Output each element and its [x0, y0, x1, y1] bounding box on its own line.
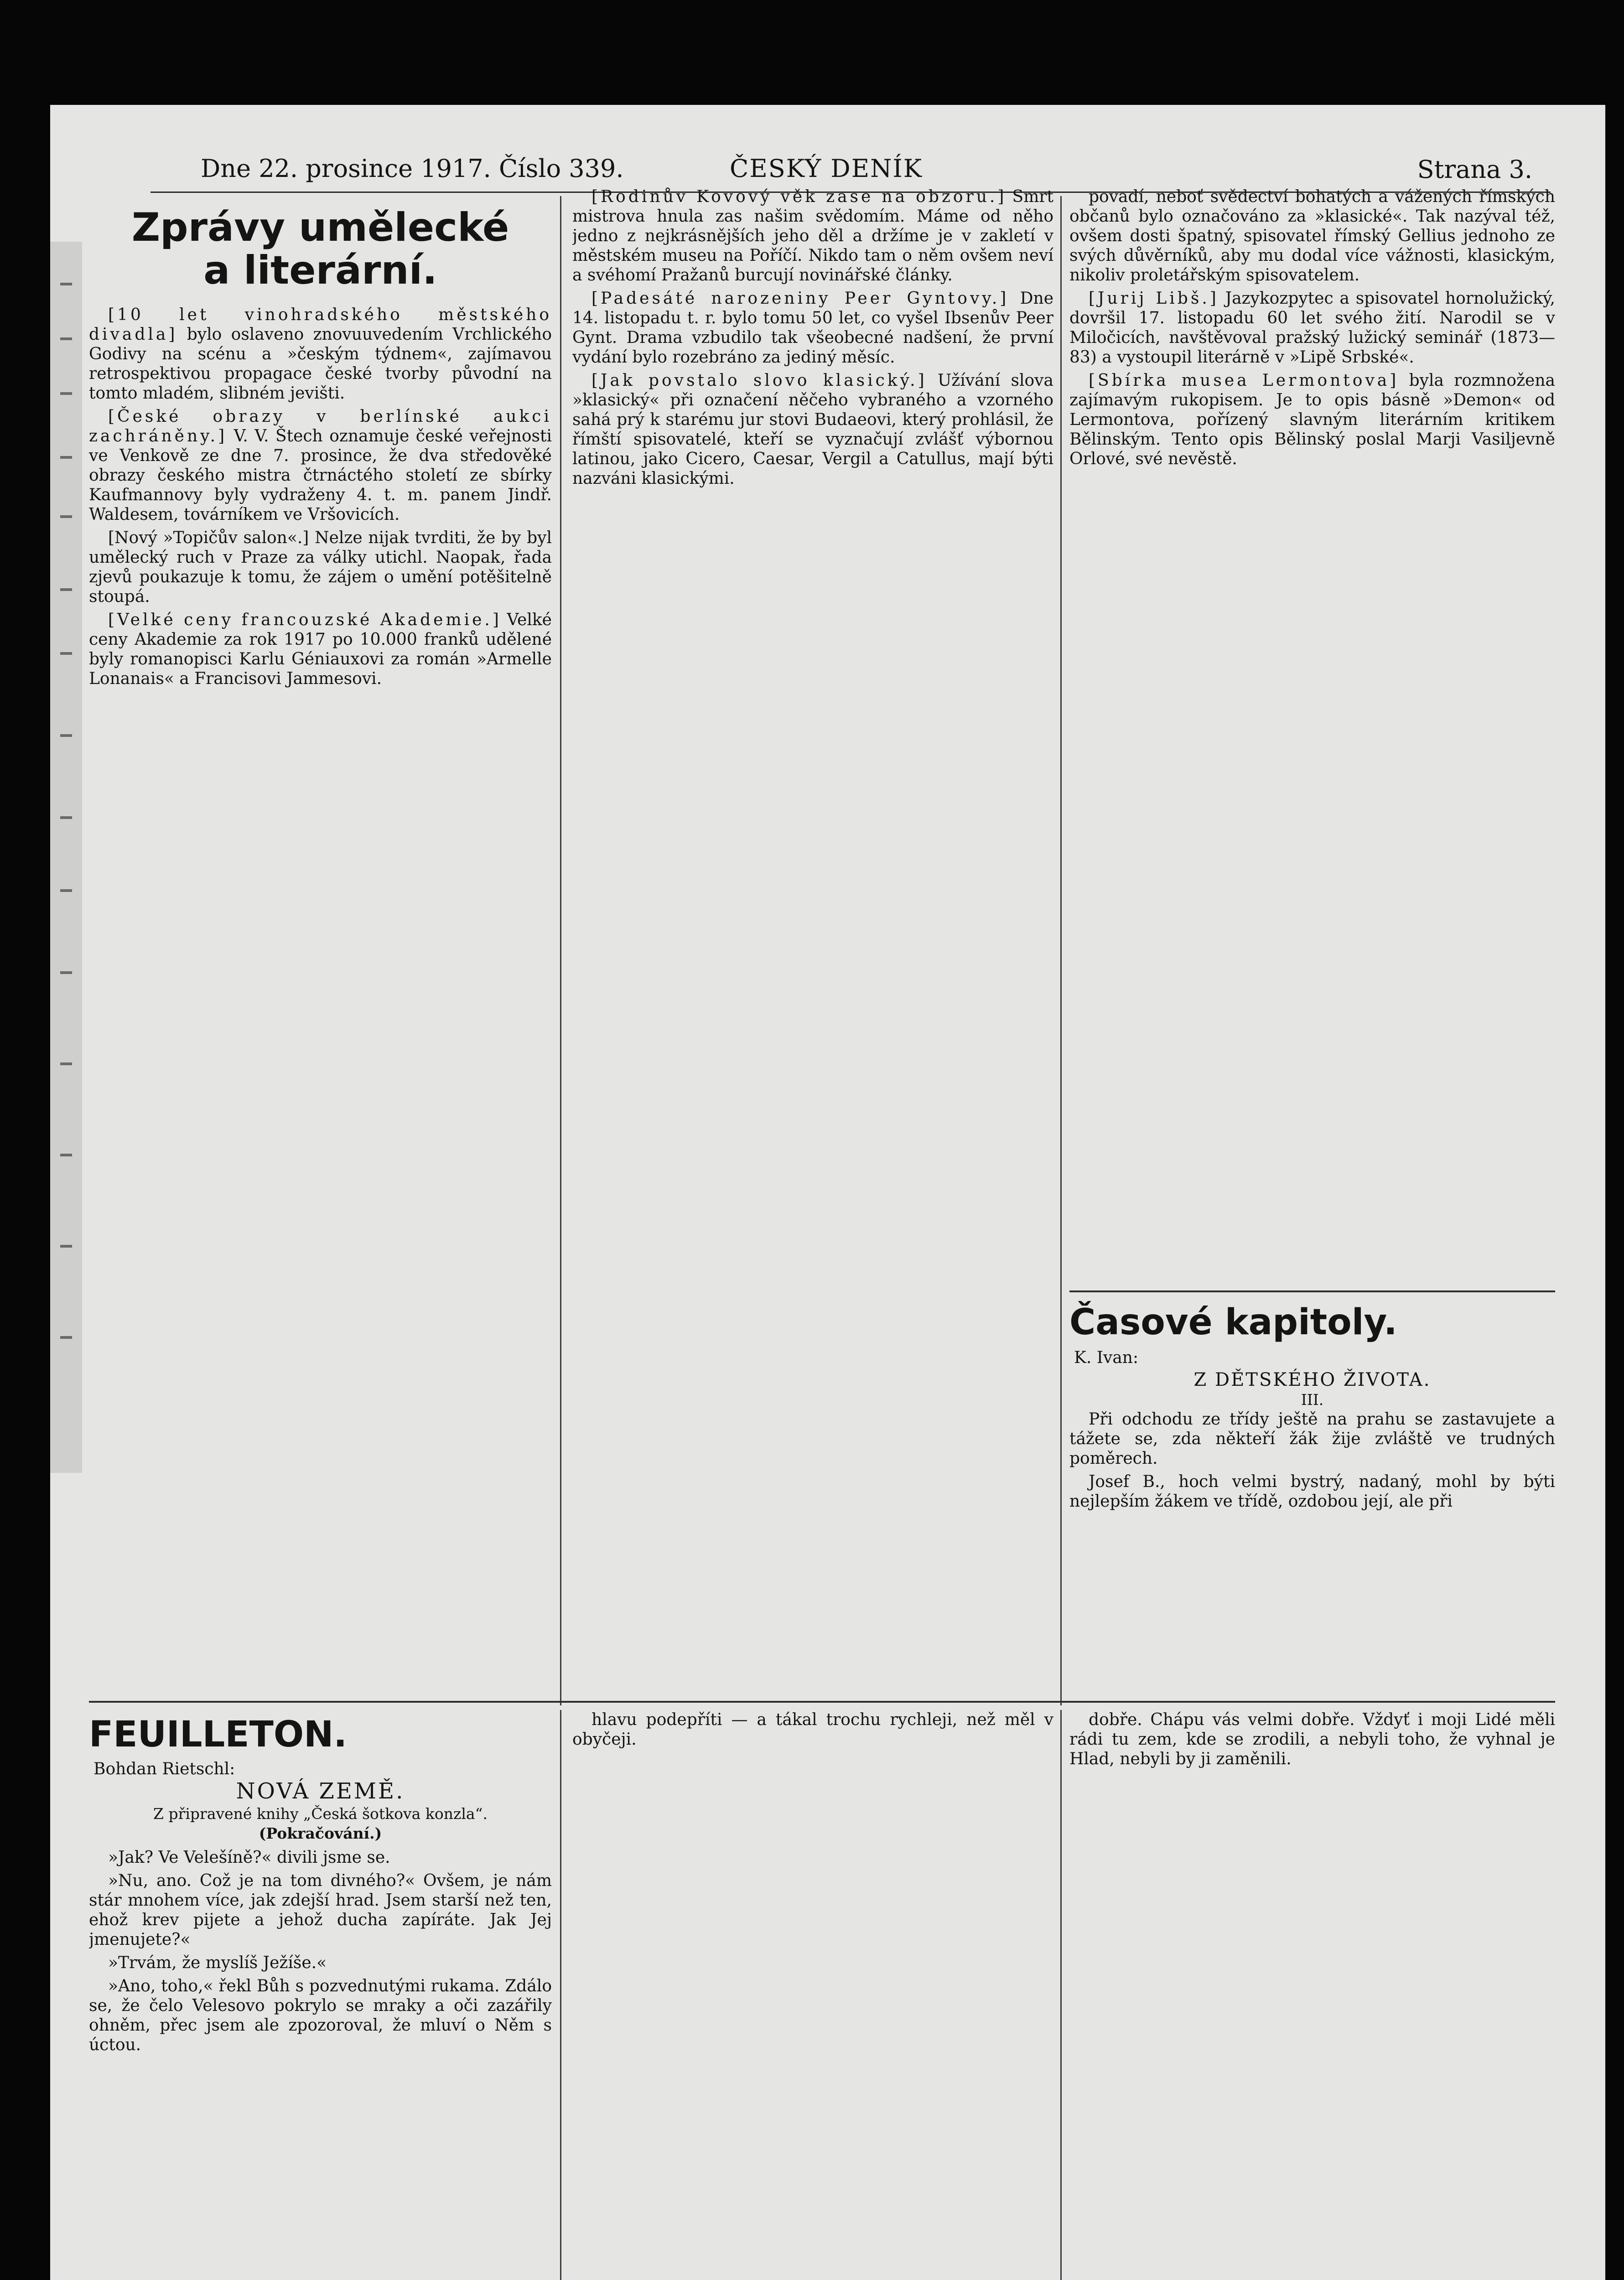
- feuilleton-paragraph-1: »Jak? Ve Velešíně?« divili jsme se.: [108, 1848, 390, 1867]
- col2-item-2: [Padesáté narozeniny Peer Gyntovy.] Dne 14. listopadu t. r. bylo tomu 50 let, co vyšel Ibsenův Peer Gynt. Drama vzbudilo tak všeobecné nadšení, že první vydání bylo rozebráno za jediný měsíc.: [572, 289, 1053, 367]
- casove-paragraph-1: Při odchodu ze třídy ještě na prahu se zastavujete a tážete se, zda někteří žák žije zvláště ve trudných poměrech.: [1069, 1409, 1555, 1468]
- feuilleton-separator: [89, 1701, 1555, 1703]
- zpravy-heading-line1: Zprávy umělecké: [131, 205, 509, 250]
- feuilleton-paragraph-3: »Trvám, že myslíš Ježíše.«: [108, 1953, 327, 1972]
- casove-title: Z DĚTSKÉHO ŽIVOTA.: [1193, 1369, 1431, 1390]
- zpravy-item-2: [České obrazy v berlínské aukci zachráněny.] V. V. Štech oznamuje české veřejnosti ve Venkově ze dne 7. prosince, že dva středověké obrazy českého mistra čtrnáctého století ze sbírky Kaufmannovy byly vydraženy 4. t. m. panem Jindř. Waldesem, továrníkem ve Vršovicích.: [89, 407, 552, 524]
- feuilleton-rule-2: [1060, 1710, 1062, 2280]
- column-rule-1: [560, 196, 561, 1705]
- newspaper-page: [50, 105, 1605, 2280]
- casove-author: K. Ivan:: [1074, 1348, 1139, 1367]
- page-number: Strana 3.: [1417, 155, 1532, 184]
- zpravy-item-4: [Velké ceny francouzské Akademie.] Velké ceny Akademie za rok 1917 po 10.000 franků udělené byly romanopisci Karlu Géniauxovi za román »Armelle Lonanais« a Francisovi Jammesovi.: [89, 610, 552, 688]
- feuilleton-rule-1: [560, 1710, 561, 2280]
- casove-kapitoly-section: [1069, 1300, 1555, 1696]
- col2-item-3: [Jak povstalo slovo klasický.] Užívání slova »klasický« při označení něčeho vybraného a vzorného sahá prý k starému jur stovi Budaeovi, který prohlásil, že římští spisovatelé, kteří se vyznačují zvlášť výbornou latinou, jako Cicero, Caesar, Vergil a Catullus, mají býti nazváni klasickými.: [572, 371, 1053, 488]
- casove-top-rule: [1069, 1290, 1555, 1292]
- adjacent-page-edge: [50, 242, 82, 1473]
- casove-paragraph-2: Josef B., hoch velmi bystrý, nadaný, mohl by býti nejlepším žákem ve třídě, ozdobou její, ale při: [1069, 1472, 1555, 1511]
- col3-item-2: [Jurij Libš.] Jazykozpytec a spisovatel hornolužický, dovršil 17. listopadu 60 let svého žití. Narodil se v Miločicích, navštěvoval pražský lužický seminář (1873—83) a vystoupil literárně v »Lipě Srbské«.: [1069, 289, 1555, 367]
- feuilleton-source: Z připravené knihy „Česká šotkova konzla“.: [153, 1804, 488, 1823]
- col3-item-1: povadí, neboť svědectví bohatých a vážených římských občanů bylo označováno za »klasické«. Tak nazýval též, ovšem dosti špatný, spisovatel římský Gellius jednoho ze svých důvěrníků, aby mu dodal více vážnosti, klasickým, nikoliv proletářským spisovatelem.: [1069, 187, 1555, 285]
- feuilleton-title: NOVÁ ZEMĚ.: [236, 1778, 405, 1804]
- feuilleton-col3-text: dobře. Chápu vás velmi dobře. Vždyť i moji Lidé měli rádi tu zem, kde se zrodili, a nebyli toho, že vyhnal je Hlad, nebyli by ji zaměnili.: [1069, 1710, 1555, 1768]
- zpravy-item-3: [Nový »Topičův salon«.] Nelze nijak tvrditi, že by byl umělecký ruch v Praze za války utichl. Naopak, řada zjevů poukazuje k tomu, že zájem o umění potěšitelně stoupá.: [89, 528, 552, 606]
- casove-part: III.: [1301, 1390, 1324, 1409]
- feuilleton-paragraph-4: »Ano, toho,« řekl Bůh s pozvednutými rukama. Zdálo se, že čelo Velesovo pokrylo se mraky a oči zazářily ohněm, přec jsem ale zpozoroval, že mluví o Něm s úctou.: [89, 1976, 552, 2054]
- masthead-title: ČESKÝ DENÍK: [730, 154, 923, 183]
- header-date-issue: Dne 22. prosince 1917. Číslo 339.: [201, 154, 624, 183]
- feuilleton-column-2: [572, 1710, 1053, 2280]
- column-2: [572, 187, 1053, 1687]
- zpravy-heading-line2: a literární.: [203, 248, 437, 294]
- feuilleton-continuation: (Pokračování.): [259, 1824, 382, 1842]
- casove-heading: Časové kapitoly.: [1069, 1302, 1397, 1343]
- feuilleton-author: Bohdan Rietschl:: [93, 1759, 235, 1778]
- feuilleton-paragraph-2: »Nu, ano. Což je na tom divného?« Ovšem, je nám stár mnohem více, jak zdejší hrad. Jsem starší než ten, ehož krev pijete a jehož ducha zapíráte. Jak Jej jmenujete?«: [89, 1871, 552, 1949]
- feuilleton-heading: FEUILLETON.: [89, 1714, 348, 1755]
- col2-item-1: [Rodinův Kovový věk zase na obzoru.] Smrt mistrova hnula zas našim svědomím. Máme od něho jedno z nejkrásnějších jeho děl a držíme je v zakletí v městském museu na Poříčí. Nikdo tam o něm ovšem neví a svéhomí Pražanů burcují novinářské články.: [572, 187, 1053, 285]
- column-1: [89, 201, 552, 1701]
- zpravy-item-1: [10 let vinohradského městského divadla] bylo oslaveno znovuuvedením Vrchlického Godivy na scénu a »českým týdnem«, zajímavou retrospektivou propagace české tvorby původní na tomto mladém, slibném jevišti.: [89, 305, 552, 403]
- column-rule-2: [1060, 196, 1062, 1705]
- col3-item-3: [Sbírka musea Lermontova] byla rozmnožena zajímavým rukopisem. Je to opis básně »Demon« od Lermontova, pořízený slavným literárním kritikem Bělinským. Tento opis Bělinský poslal Marji Vasiljevně Orlové, své nevěstě.: [1069, 371, 1555, 468]
- feuilleton-column-1: [89, 1710, 552, 2280]
- feuilleton-column-3: [1069, 1710, 1555, 2280]
- feuilleton-col2-text: hlavu podepříti — a tákal trochu rychleji, než měl v obyčeji.: [572, 1710, 1053, 1749]
